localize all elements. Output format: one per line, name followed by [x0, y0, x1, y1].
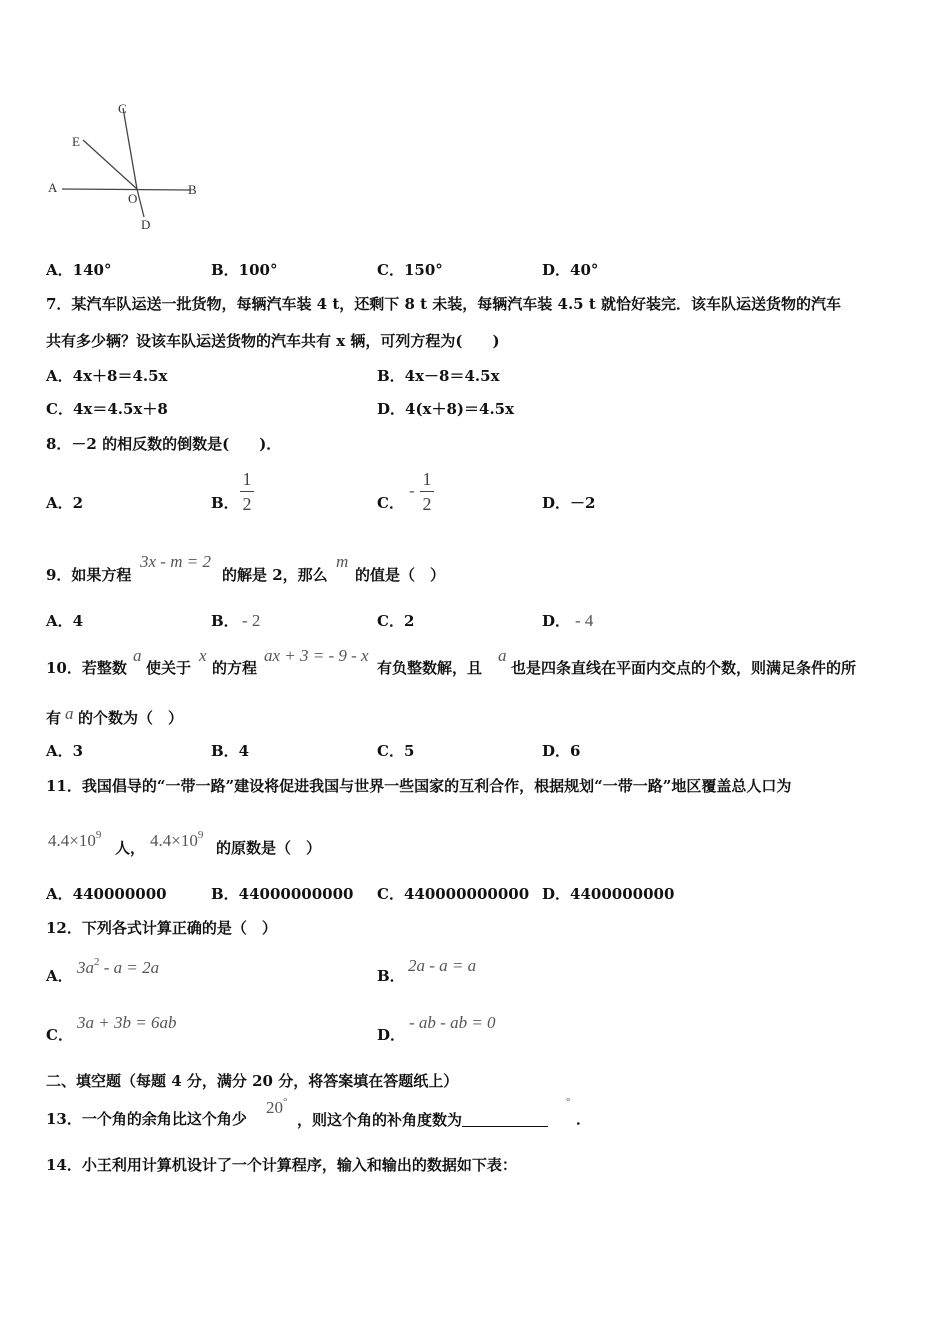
q10-option-a: A．3 [46, 742, 84, 760]
q11-number-2 [150, 830, 203, 849]
q10-p3: 的方程 [212, 659, 258, 677]
fraction-numerator: 1 [422, 469, 432, 489]
q7-option-b: B．4x－8＝4.5x [377, 367, 500, 385]
fraction-denominator: 2 [242, 494, 252, 514]
q11-exponent: 9 [197, 829, 204, 841]
q12-stem: 12．下列各式计算正确的是（ ） [46, 919, 277, 937]
q12-option-c-label: C． [46, 1026, 73, 1044]
q10-p6: 有 [46, 709, 62, 727]
q9-option-b-value: - 2 [242, 611, 261, 630]
q13-angle [266, 1097, 287, 1116]
q11-option-b: B．44000000000 [211, 885, 354, 903]
q8-option-a: A．2 [46, 494, 84, 512]
label-B: B [188, 182, 197, 197]
q10-option-b: B．4 [211, 742, 250, 760]
q11-mantissa: 4.4×10 [48, 831, 96, 850]
q10-equation: ax + 3 = - 9 - x [264, 646, 369, 665]
q10-p1: 10．若整数 [46, 659, 127, 677]
q10-var-x: x [199, 646, 207, 665]
angle-figure [40, 95, 210, 240]
q11-option-c: C．440000000000 [377, 885, 530, 903]
q12-option-a-expr [77, 957, 159, 976]
fraction-numerator: 1 [242, 469, 252, 489]
q9-option-b: B． [211, 612, 239, 630]
q9-option-d-value: - 4 [575, 611, 594, 630]
q13-suffix-text: ，则这个角的补角度数为 [297, 1111, 463, 1129]
q7-option-c: C．4x＝4.5x＋8 [46, 400, 168, 418]
label-D: D [141, 217, 151, 232]
fraction-bar [420, 491, 434, 492]
q7-stem-line1: 7．某汽车队运送一批货物，每辆汽车装 4 t，还剩下 8 t 未装，每辆汽车装 4.5 t 就恰好装完．该车队运送货物的汽车 [46, 295, 841, 313]
q8-option-b-fraction [240, 470, 254, 513]
q8-option-b: B． [211, 494, 239, 512]
q11-p2: 人， [115, 839, 146, 857]
q8-option-d: D．－2 [542, 494, 596, 512]
section2-title: 二、填空题（每题 4 分，满分 20 分，将答案填在答题纸上） [46, 1072, 459, 1090]
q8-option-c-fraction [420, 470, 434, 513]
q6-option-d: D．40° [542, 261, 599, 279]
label-C: C [118, 101, 127, 116]
q9-equation: 3x - m = 2 [140, 552, 211, 571]
q9-suffix: 的值是（ ） [355, 566, 446, 584]
q13-angle-value: 20 [266, 1098, 283, 1117]
q6-option-c: C．150° [377, 261, 443, 279]
q12-a-exponent: 2 [94, 956, 100, 968]
q7-option-d: D．4(x＋8)＝4.5x [377, 400, 515, 418]
q11-option-d: D．4400000000 [542, 885, 675, 903]
q10-p7: 的个数为（ ） [78, 709, 184, 727]
q12-a-lead: 3a [77, 958, 94, 977]
q13-suffix [297, 1112, 548, 1128]
q11-p3: 的原数是（ ） [216, 839, 322, 857]
q10-var-a2: a [498, 646, 507, 665]
q12-option-d-expr: - ab - ab = 0 [409, 1013, 496, 1032]
q7-option-a: A．4x＋8＝4.5x [46, 367, 168, 385]
q8-option-c-minus: - [409, 481, 415, 500]
q6-option-a: A．140° [46, 261, 112, 279]
q13-degree-after-blank: ° [566, 1096, 571, 1108]
q6-option-b: B．100° [211, 261, 278, 279]
q12-a-rest: - a = 2a [99, 958, 160, 977]
q10-option-c: C．5 [377, 742, 415, 760]
q13-prefix: 13．一个角的余角比这个角少 [46, 1110, 247, 1128]
q13-degree: ° [283, 1096, 288, 1108]
q12-option-b-label: B． [377, 967, 405, 985]
label-O: O [128, 191, 138, 206]
q13-end: ． [576, 1110, 592, 1128]
label-E: E [72, 134, 80, 149]
q10-p4: 有负整数解，且 [377, 659, 483, 677]
q11-exponent: 9 [95, 829, 102, 841]
label-A: A [48, 180, 58, 195]
answer-blank[interactable] [462, 1112, 548, 1127]
q7-stem-line2: 共有多少辆？设该车队运送货物的汽车共有 x 辆，可列方程为( ) [46, 332, 500, 350]
q11-mantissa: 4.4×10 [150, 831, 198, 850]
q10-var-a: a [133, 646, 142, 665]
q9-option-c: C．2 [377, 612, 415, 630]
q12-option-b-expr: 2a - a = a [408, 956, 477, 975]
q14-stem: 14．小王利用计算机设计了一个计算程序，输入和输出的数据如下表： [46, 1156, 517, 1174]
fraction-bar [240, 491, 254, 492]
q12-option-d-label: D． [377, 1026, 406, 1044]
q9-mid: 的解是 2，那么 [222, 566, 328, 584]
q11-number-1 [48, 830, 101, 849]
q12-option-c-expr: 3a + 3b = 6ab [77, 1013, 177, 1032]
fraction-denominator: 2 [422, 494, 432, 514]
q10-var-a3: a [65, 704, 74, 723]
q10-option-d: D．6 [542, 742, 581, 760]
q8-option-c: C． [377, 494, 404, 512]
q9-option-a: A．4 [46, 612, 84, 630]
q9-prefix: 9．如果方程 [46, 566, 132, 584]
q8-stem: 8．－2 的相反数的倒数是( )． [46, 435, 282, 453]
q9-var-m: m [336, 552, 349, 571]
q10-p5: 也是四条直线在平面内交点的个数，则满足条件的所 [511, 659, 857, 677]
q9-option-d: D． [542, 612, 571, 630]
q12-option-a-label: A． [46, 967, 73, 985]
q11-option-a: A．440000000 [46, 885, 167, 903]
q11-stem-line1: 11．我国倡导的“一带一路”建设将促进我国与世界一些国家的互利合作，根据规划“一带一路”地区覆盖总人口为 [46, 777, 792, 795]
q10-p2: 使关于 [146, 659, 192, 677]
